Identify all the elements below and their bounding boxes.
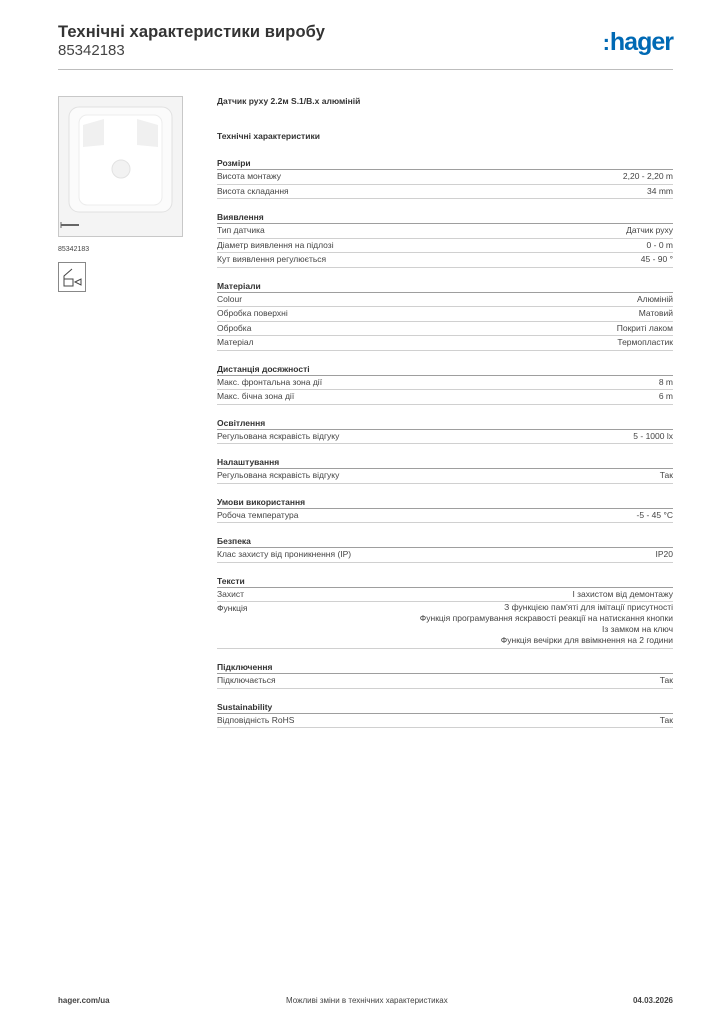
page-header	[58, 22, 673, 70]
spec-row	[217, 674, 673, 689]
spec-value: Покриті лаком	[616, 322, 673, 333]
spec-value: 2,20 - 2,20 m	[622, 171, 673, 181]
spec-value: 34 mm	[647, 185, 673, 196]
spec-row	[217, 714, 673, 729]
spec-value: З функцією пам'яті для імітації присутності	[504, 602, 673, 612]
spec-value: Функція вечірки для ввімкнення на 2 години	[500, 635, 673, 645]
spec-value: Термопластик	[617, 337, 673, 347]
spec-label: Відповідність RoHS	[217, 714, 295, 725]
spec-value: Так	[659, 675, 673, 685]
product-name: Датчик руху 2.2м S.1/B.x алюміній	[217, 96, 361, 106]
spec-value: Функція програмування яскравості реакції на натискання кнопки	[419, 613, 673, 623]
spec-group-title: Sustainability	[217, 701, 673, 714]
spec-row	[217, 509, 673, 524]
spec-label: Робоча температура	[217, 509, 299, 520]
spec-value: Із замком на ключ	[601, 624, 673, 634]
spec-label: Клас захисту від проникнення (IP)	[217, 549, 352, 559]
spec-value: Матовий	[638, 308, 673, 318]
spec-groups	[217, 157, 673, 728]
spec-group-title: Матеріали	[217, 280, 673, 293]
footer-website: hager.com/ua	[58, 996, 110, 1005]
spec-label: Кут виявлення регулюється	[217, 254, 327, 264]
spec-row	[217, 336, 673, 351]
spec-label: Підключається	[217, 675, 276, 685]
spec-value: 45 - 90 °	[640, 254, 673, 264]
spec-group	[217, 496, 673, 524]
spec-label: Colour	[217, 293, 243, 304]
spec-group-title: Освітлення	[217, 417, 673, 430]
spec-label: Обробка поверхні	[217, 308, 288, 318]
spec-value: 6 m	[658, 391, 673, 401]
spec-value: Так	[659, 470, 673, 480]
spec-value-list	[420, 602, 673, 646]
spec-value: 5 - 1000 lx	[633, 430, 673, 441]
spec-row	[217, 430, 673, 445]
spec-row	[217, 322, 673, 337]
spec-value: Датчик руху	[626, 225, 673, 235]
spec-label: Функція	[217, 603, 248, 613]
footer-date: 04.03.2026	[632, 996, 673, 1005]
spec-row	[217, 307, 673, 322]
product-image-panel	[58, 96, 183, 292]
spec-group	[217, 661, 673, 689]
product-code-label: 85342183	[58, 246, 90, 253]
spec-group	[217, 701, 673, 729]
article-number: 85342183	[58, 42, 125, 59]
spec-row	[217, 224, 673, 239]
spec-label: Висота монтажу	[217, 171, 282, 181]
motion-sensor-symbol-icon	[58, 262, 86, 292]
product-image	[58, 96, 183, 237]
spec-value: 8 m	[658, 376, 673, 387]
spec-row	[217, 185, 673, 200]
spec-row	[217, 588, 673, 603]
spec-group-title: Безпека	[217, 535, 673, 548]
spec-row	[217, 602, 673, 649]
spec-group-title: Підключення	[217, 661, 673, 674]
spec-group-title: Виявлення	[217, 211, 673, 224]
spec-group	[217, 363, 673, 405]
spec-row	[217, 253, 673, 268]
spec-row	[217, 469, 673, 484]
spec-group	[217, 575, 673, 650]
spec-row	[217, 239, 673, 254]
spec-label: Висота складання	[217, 185, 289, 196]
spec-label: Макс. бічна зона дії	[217, 391, 295, 401]
spec-group	[217, 417, 673, 445]
spec-group-title: Розміри	[217, 157, 673, 170]
spec-group	[217, 157, 673, 199]
spec-value: І захистом від демонтажу	[572, 588, 673, 599]
spec-group	[217, 535, 673, 563]
spec-label: Регульована яскравість відгуку	[217, 430, 340, 441]
spec-group	[217, 211, 673, 268]
spec-value: IP20	[655, 549, 673, 559]
spec-table	[217, 96, 673, 728]
hager-logo: :hager	[602, 28, 673, 56]
spec-group-title: Тексти	[217, 575, 673, 588]
spec-value: 0 - 0 m	[646, 239, 673, 250]
spec-group-title: Умови використання	[217, 496, 673, 509]
spec-group	[217, 456, 673, 484]
spec-row	[217, 293, 673, 308]
spec-group	[217, 280, 673, 351]
spec-group-title: Налаштування	[217, 456, 673, 469]
spec-label: Захист	[217, 588, 245, 599]
spec-value: Так	[659, 714, 673, 725]
spec-value: Алюміній	[637, 293, 673, 304]
spec-label: Діаметр виявлення на підлозі	[217, 239, 334, 250]
spec-row	[217, 390, 673, 405]
spec-row	[217, 376, 673, 391]
spec-label: Матеріал	[217, 337, 254, 347]
spec-row	[217, 170, 673, 185]
spec-label: Тип датчика	[217, 225, 265, 235]
spec-value: -5 - 45 °C	[636, 509, 673, 520]
spec-group-title: Дистанція досяжності	[217, 363, 673, 376]
section-title: Технічні характеристики	[217, 131, 320, 141]
page-title: Технічні характеристики виробу	[58, 23, 325, 41]
spec-label: Регульована яскравість відгуку	[217, 470, 340, 480]
spec-label: Обробка	[217, 322, 252, 333]
spec-label: Макс. фронтальна зона дії	[217, 376, 323, 387]
footer-note: Можливі зміни в технічних характеристиках	[286, 996, 448, 1005]
spec-row	[217, 548, 673, 563]
